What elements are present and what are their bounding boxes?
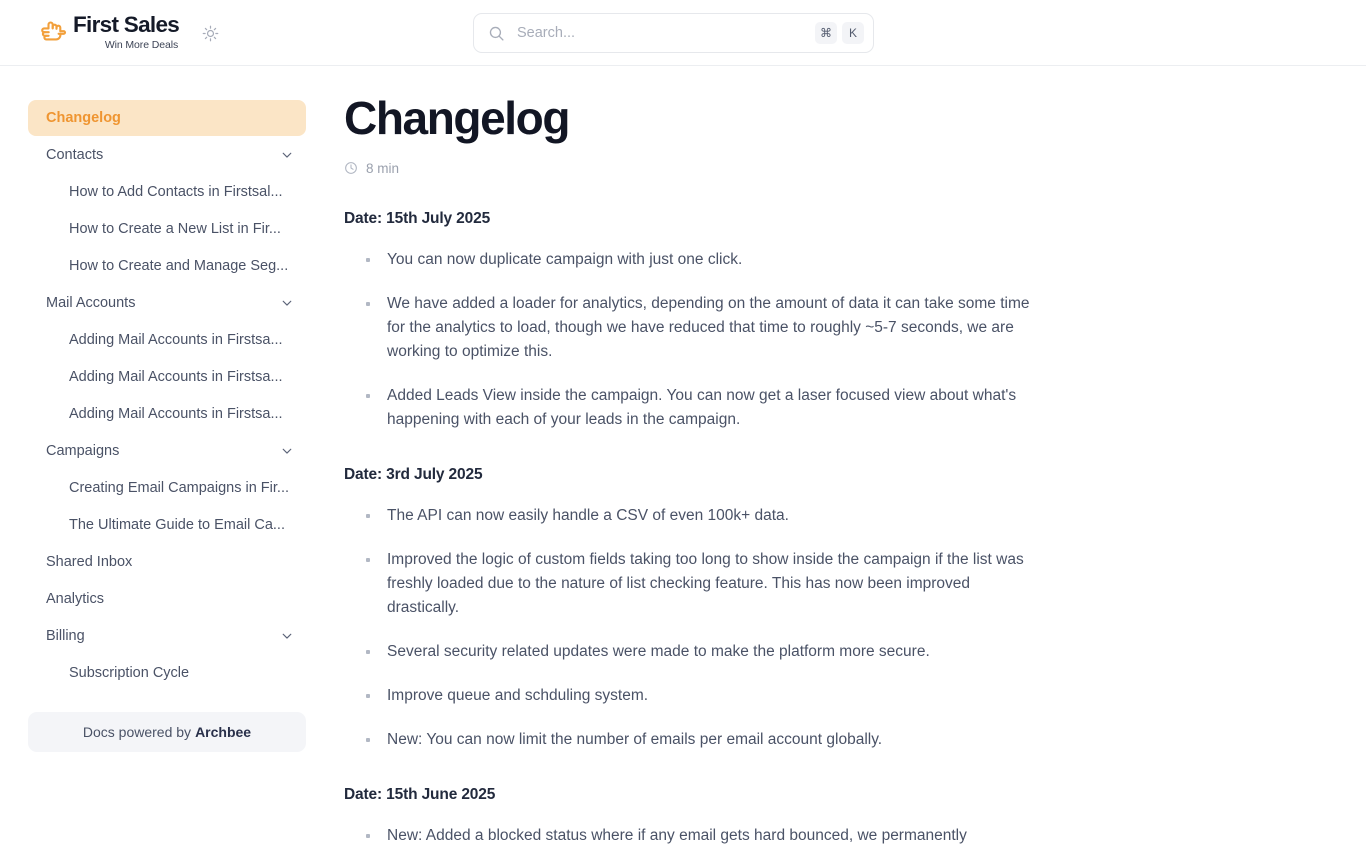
- sidebar-item-label: Subscription Cycle: [69, 665, 190, 681]
- changelog-bullet: Several security related updates were made to make the platform more secure.: [344, 640, 1034, 664]
- main-content: [334, 66, 1366, 844]
- sidebar-item-label: Mail Accounts: [46, 295, 136, 311]
- sidebar-item-label: How to Add Contacts in Firstsal...: [69, 184, 283, 200]
- sidebar-item-label: Campaigns: [46, 443, 120, 459]
- sidebar-item-subscription-cycle[interactable]: [28, 655, 306, 691]
- chevron-down-icon[interactable]: [280, 148, 294, 162]
- brand-name: First Sales: [73, 12, 180, 37]
- sidebar-item-campaigns[interactable]: [28, 433, 306, 469]
- footer-prefix: Docs powered by: [82, 724, 192, 740]
- changelog-bullet: The API can now easily handle a CSV of even 100k+ data.: [344, 504, 1034, 528]
- read-time: [344, 161, 1044, 176]
- changelog-sections: [344, 210, 1044, 848]
- sidebar-nav-list: [0, 66, 334, 768]
- sidebar-item-label: Shared Inbox: [46, 554, 133, 570]
- section-bullet-list: [344, 824, 1044, 848]
- sidebar-item-analytics[interactable]: [28, 581, 306, 617]
- section-date-heading: Date: 15th June 2025: [344, 785, 496, 803]
- search-icon: [488, 25, 505, 42]
- sidebar-item-creating-email-campaigns-in-fir[interactable]: [28, 470, 306, 506]
- sidebar-item-label: Creating Email Campaigns in Fir...: [69, 480, 289, 496]
- sidebar-item-contacts[interactable]: [28, 137, 306, 173]
- sidebar-item-adding-mail-accounts-in-firstsa[interactable]: [28, 359, 306, 395]
- changelog-bullet: Improve queue and schduling system.: [344, 684, 1034, 708]
- sidebar-item-how-to-add-contacts-in-firstsal[interactable]: [28, 174, 306, 210]
- sidebar-item-mail-accounts[interactable]: [28, 285, 306, 321]
- shortcut-key-command[interactable]: ⌘: [815, 22, 837, 44]
- section-bullet-list: [344, 504, 1044, 752]
- theme-toggle-button[interactable]: [196, 19, 224, 47]
- docs-powered-by-footer[interactable]: [28, 712, 306, 752]
- sidebar-item-label: Billing: [46, 628, 85, 644]
- sidebar-item-label: The Ultimate Guide to Email Ca...: [69, 517, 285, 533]
- page-title: Changelog: [344, 92, 570, 144]
- search-bar[interactable]: [473, 13, 874, 53]
- sidebar-item-billing[interactable]: [28, 618, 306, 654]
- section-date-heading: Date: 15th July 2025: [344, 209, 491, 227]
- sidebar-item-changelog[interactable]: [28, 100, 306, 136]
- clock-icon: [344, 161, 358, 175]
- sidebar: [0, 66, 334, 768]
- sidebar-item-label: Adding Mail Accounts in Firstsa...: [69, 369, 283, 385]
- sidebar-item-shared-inbox[interactable]: [28, 544, 306, 580]
- brand-tagline: Win More Deals: [104, 38, 179, 51]
- app-header: [0, 0, 1366, 66]
- sun-icon: [202, 25, 219, 42]
- sidebar-item-label: Adding Mail Accounts in Firstsa...: [69, 406, 283, 422]
- changelog-bullet: We have added a loader for analytics, depending on the amount of data it can take some time for the analytics to load, though we have reduced that time to roughly ~5-7 seconds, we are working to optimize this.: [344, 292, 1034, 364]
- changelog-bullet: New: You can now limit the number of emails per email account globally.: [344, 728, 1034, 752]
- sidebar-item-label: Contacts: [46, 147, 104, 163]
- chevron-down-icon[interactable]: [280, 296, 294, 310]
- sidebar-item-label: How to Create and Manage Seg...: [69, 258, 289, 274]
- changelog-bullet: You can now duplicate campaign with just one click.: [344, 248, 1034, 272]
- search-input[interactable]: [517, 25, 810, 41]
- sidebar-item-label: Changelog: [46, 110, 121, 126]
- shortcut-key-k[interactable]: K: [842, 22, 864, 44]
- sidebar-item-label: How to Create a New List in Fir...: [69, 221, 281, 237]
- changelog-bullet: Improved the logic of custom fields taking too long to show inside the campaign if the list was freshly loaded due to the nature of list checking feature. This has now been improved drastically.: [344, 548, 1034, 620]
- footer-brand: Archbee: [195, 724, 252, 740]
- brand-logo[interactable]: [40, 14, 179, 50]
- sidebar-item-adding-mail-accounts-in-firstsa[interactable]: [28, 396, 306, 432]
- sidebar-item-the-ultimate-guide-to-email-ca[interactable]: [28, 507, 306, 543]
- sidebar-item-how-to-create-and-manage-seg[interactable]: [28, 248, 306, 284]
- sidebar-item-label: Analytics: [46, 591, 105, 607]
- changelog-bullet: New: Added a blocked status where if any email gets hard bounced, we permanently: [344, 824, 1034, 848]
- pointing-hand-logo-icon: [40, 19, 66, 47]
- changelog-document: [344, 92, 1044, 848]
- chevron-down-icon[interactable]: [280, 629, 294, 643]
- chevron-down-icon[interactable]: [280, 444, 294, 458]
- sidebar-item-adding-mail-accounts-in-firstsa[interactable]: [28, 322, 306, 358]
- changelog-bullet: Added Leads View inside the campaign. You can now get a laser focused view about what's happening with each of your leads in the campaign.: [344, 384, 1034, 432]
- sidebar-item-how-to-create-a-new-list-in-fir[interactable]: [28, 211, 306, 247]
- read-time-label: 8 min: [366, 160, 400, 176]
- section-bullet-list: [344, 248, 1044, 432]
- section-date-heading: Date: 3rd July 2025: [344, 465, 483, 483]
- sidebar-item-label: Adding Mail Accounts in Firstsa...: [69, 332, 283, 348]
